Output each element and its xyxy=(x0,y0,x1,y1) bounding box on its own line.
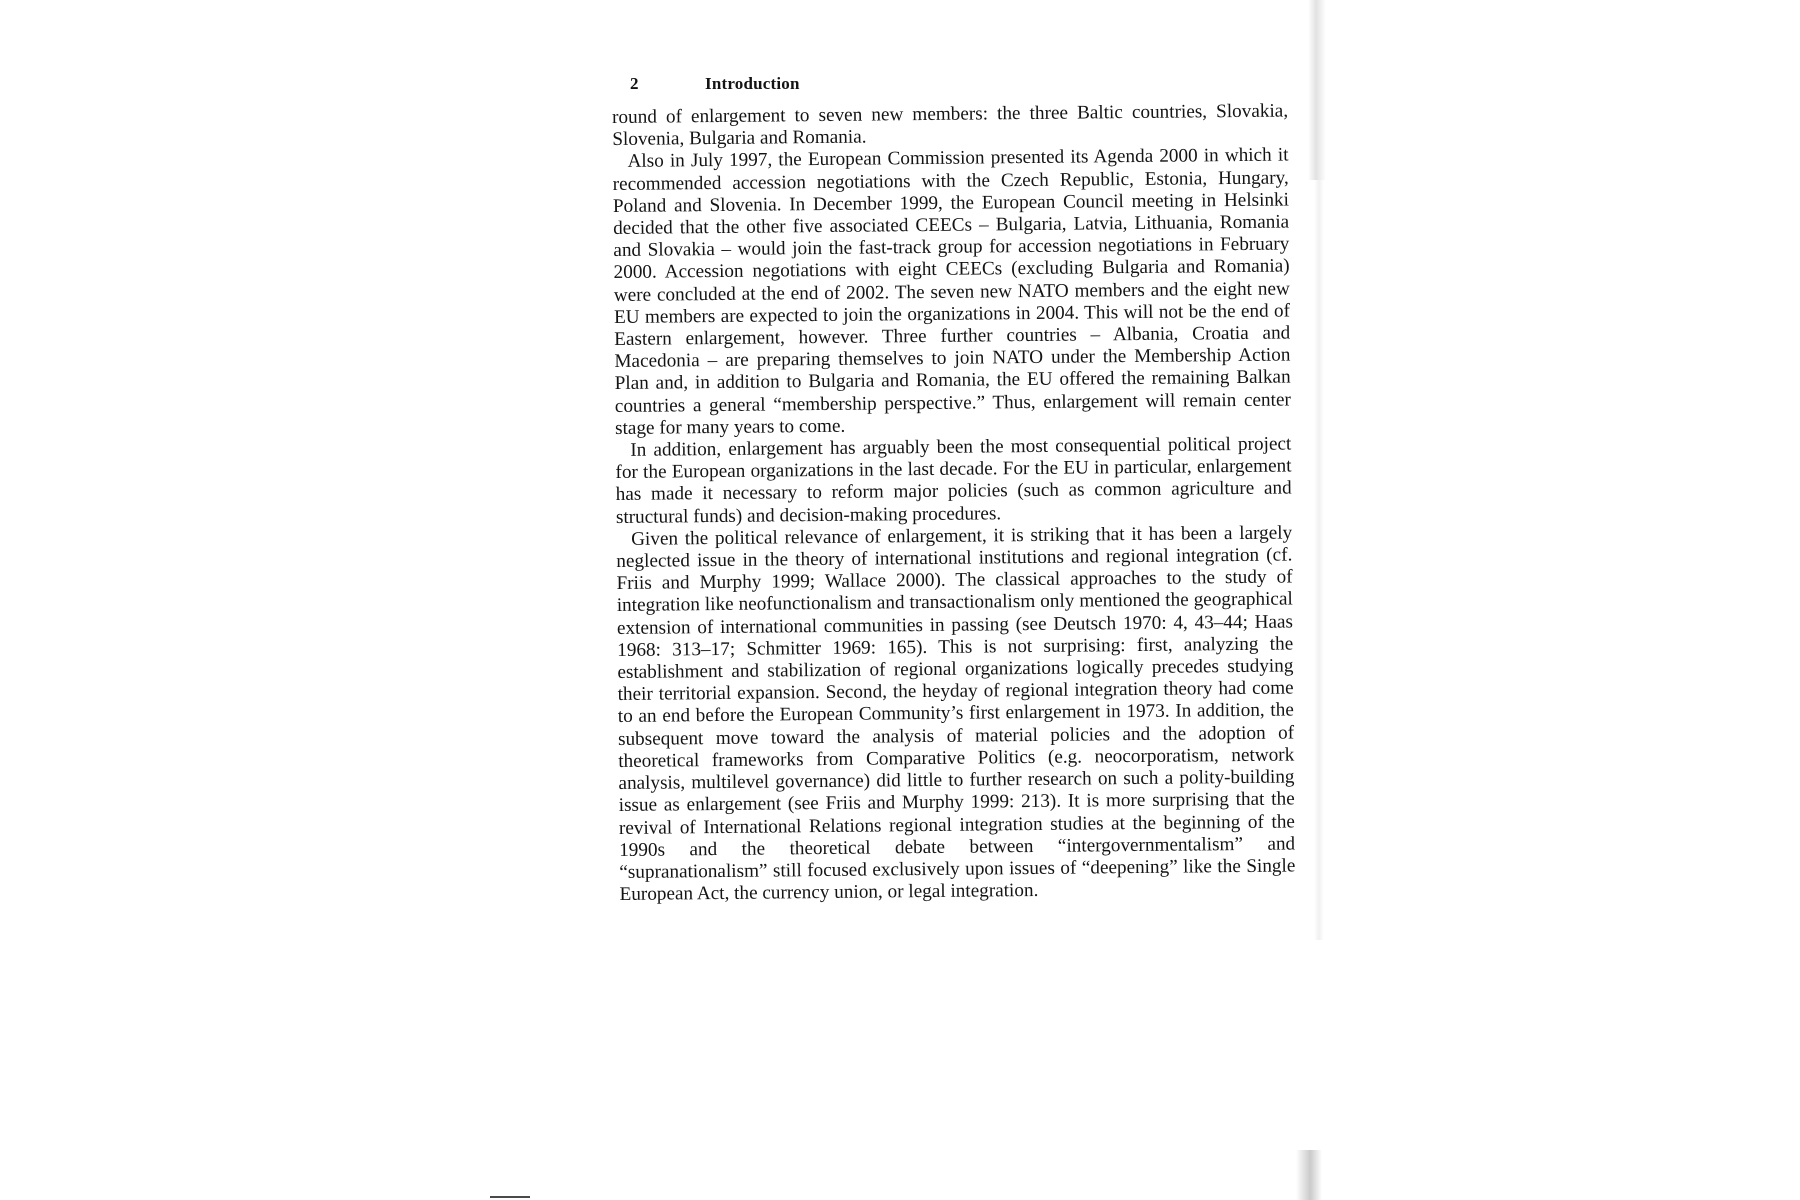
paragraph: In addition, enlargement has arguably been the most consequential political project for the European organizations in the last decade. For the EU in particular, enlargement has made it necessary to reform major policies (such as common agriculture and structural funds) and decision-making procedures. xyxy=(615,433,1292,528)
page-edge-shadow xyxy=(1296,1150,1322,1200)
running-head xyxy=(630,74,1290,98)
paragraph-continued: round of enlargement to seven new members: the three Baltic countries, Slovakia, Slovenia, Bulgaria and Romania. xyxy=(612,100,1289,151)
running-title: Introduction xyxy=(705,74,800,93)
paragraph: Given the political relevance of enlargement, it is striking that it has been a largely neglected issue in the theory of international institutions and regional integration (cf. Friis and Murphy 1999; Wallace 2000). The classical approaches to the study of integration like neofunctionalism and transactionalism only mentioned the geographical extension of international communities in passing (see Deutsch 1970: 4, 43–44; Haas 1968: 313–17; Schmitter 1969: 165). This is not surprising: first, analyzing the establishment and stabilization of regional organizations logically precedes studying their territorial expansion. Second, the heyday of regional integration theory had come to an end before the European Community’s first enlargement in 1973. In addition, the subsequent move toward the analysis of material policies and the adoption of theoretical frameworks from Comparative Politics (e.g. neocorporatism, network analysis, multilevel governance) did little to further research on such a polity-building issue as enlargement (see Friis and Murphy 1999: 213). It is more surprising that the revival of International Relations regional integration studies at the beginning of the 1990s and the theoretical debate between “intergovernmentalism” and “supranationalism” still focused exclusively upon issues of “deepening” like the Single European Act, the currency union, or legal integration. xyxy=(616,522,1296,906)
body-text xyxy=(612,101,1297,1057)
page-edge-shadow xyxy=(1314,180,1324,940)
scan-artifact-mark xyxy=(490,1196,530,1198)
page-edge-shadow xyxy=(1308,0,1326,180)
page-number: 2 xyxy=(630,74,639,93)
paragraph: Also in July 1997, the European Commission presented its Agenda 2000 in which it recommended accession negotiations with the Czech Republic, Estonia, Hungary, Poland and Slovenia. In December 1999, the European Council meeting in Helsinki decided that the other five associated CEECs – Bulgaria, Latvia, Lithuania, Romania and Slovakia – would join the fast-track group for accession negotiations in February 2000. Accession negotiations with eight CEECs (excluding Bulgaria and Romania) were concluded at the end of 2002. The seven new NATO members and the eight new EU members are expected to join the organizations in 2004. This will not be the end of Eastern enlargement, however. Three further countries – Albania, Croatia and Macedonia – are preparing themselves to join NATO under the Membership Action Plan and, in addition to Bulgaria and Romania, the EU offered the remaining Balkan countries a general “membership perspective.” Thus, enlargement will remain center stage for many years to come. xyxy=(612,144,1291,439)
